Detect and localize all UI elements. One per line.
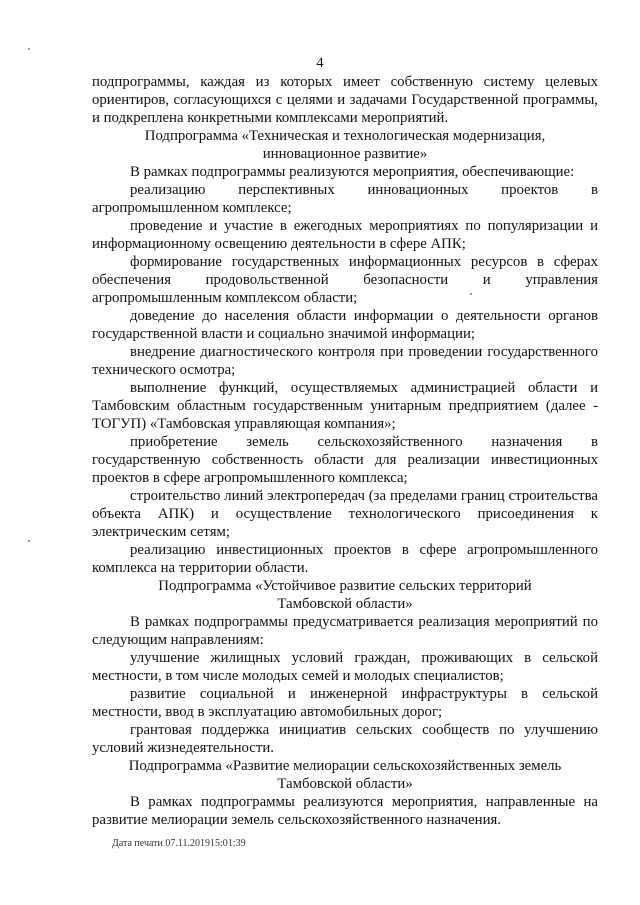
- body-paragraph: приобретение земель сельскохозяйственного назначения в государственную собственность области для реализации инвестиционных проектов в сфере агропромышленного комплекса;: [92, 434, 598, 486]
- body-paragraph: строительство линий электропередач (за пределами границ строительства объекта АПК) и осуществление технологического присоединения к электрическим сетям;: [92, 488, 598, 540]
- subprogram-heading: [92, 757, 598, 793]
- scan-speck: [28, 540, 30, 542]
- body-paragraph: реализацию инвестиционных проектов в сфере агропромышленного комплекса на территории области.: [92, 542, 598, 576]
- subprogram-heading-line: Тамбовской области»: [277, 596, 413, 612]
- body-paragraph: внедрение диагностического контроля при проведении государственного технического осмотра;: [92, 344, 598, 378]
- subprogram-heading-line: Подпрограмма «Устойчивое развитие сельских территорий: [158, 578, 532, 594]
- subprogram-heading: [92, 577, 598, 613]
- body-paragraph: В рамках подпрограммы предусматривается реализация мероприятий по следующим направлениям:: [92, 614, 598, 648]
- scan-speck: [470, 293, 472, 295]
- subprogram-heading-line: инновационное развитие»: [262, 146, 428, 162]
- body-paragraph: В рамках подпрограммы реализуются мероприятия, обеспечивающие:: [130, 164, 575, 180]
- scan-speck: [28, 48, 30, 50]
- body-paragraph: реализацию перспективных инновационных проектов в агропромышленном комплексе;: [92, 182, 598, 216]
- body-paragraph: выполнение функций, осуществляемых администрацией области и Тамбовским областным государственным унитарным предприятием (далее - ТОГУП) «Тамбовская управляющая компания»;: [92, 380, 598, 432]
- subprogram-heading-line: Тамбовской области»: [277, 776, 413, 792]
- subprogram-heading-line: Подпрограмма «Техническая и технологическая модернизация,: [144, 128, 546, 144]
- body-paragraph: улучшение жилищных условий граждан, проживающих в сельской местности, в том числе молодых семей и молодых специалистов;: [92, 650, 598, 684]
- body-paragraph: формирование государственных информационных ресурсов в сферах обеспечения продовольственной безопасности и управления агропромышленным комплексом области;: [92, 254, 598, 306]
- page-number: 4: [316, 55, 324, 71]
- body-paragraph: В рамках подпрограммы реализуются мероприятия, направленные на развитие мелиорации земель сельскохозяйственного назначения.: [92, 794, 598, 828]
- subprogram-heading: [92, 127, 598, 163]
- body-paragraph: доведение до населения области информации о деятельности органов государственной власти и социально значимой информации;: [92, 308, 598, 342]
- body-paragraph: подпрограммы, каждая из которых имеет собственную систему целевых ориентиров, согласующихся с целями и задачами Государственной программы, и подкреплена конкретными комплексами мероприятий.: [92, 74, 598, 126]
- body-paragraph: развитие социальной и инженерной инфраструктуры в сельской местности, ввод в эксплуатацию автомобильных дорог;: [92, 686, 598, 720]
- document-body: [92, 73, 598, 829]
- body-paragraph: проведение и участие в ежегодных мероприятиях по популяризации и информационному освещению деятельности в сфере АПК;: [92, 218, 598, 252]
- subprogram-heading-line: Подпрограмма «Развитие мелиорации сельскохозяйственных земель: [128, 758, 562, 774]
- print-date-footer: Дата печати 07.11.201915:01:39: [112, 838, 246, 849]
- body-paragraph: грантовая поддержка инициатив сельских сообществ по улучшению условий жизнедеятельности.: [92, 722, 598, 756]
